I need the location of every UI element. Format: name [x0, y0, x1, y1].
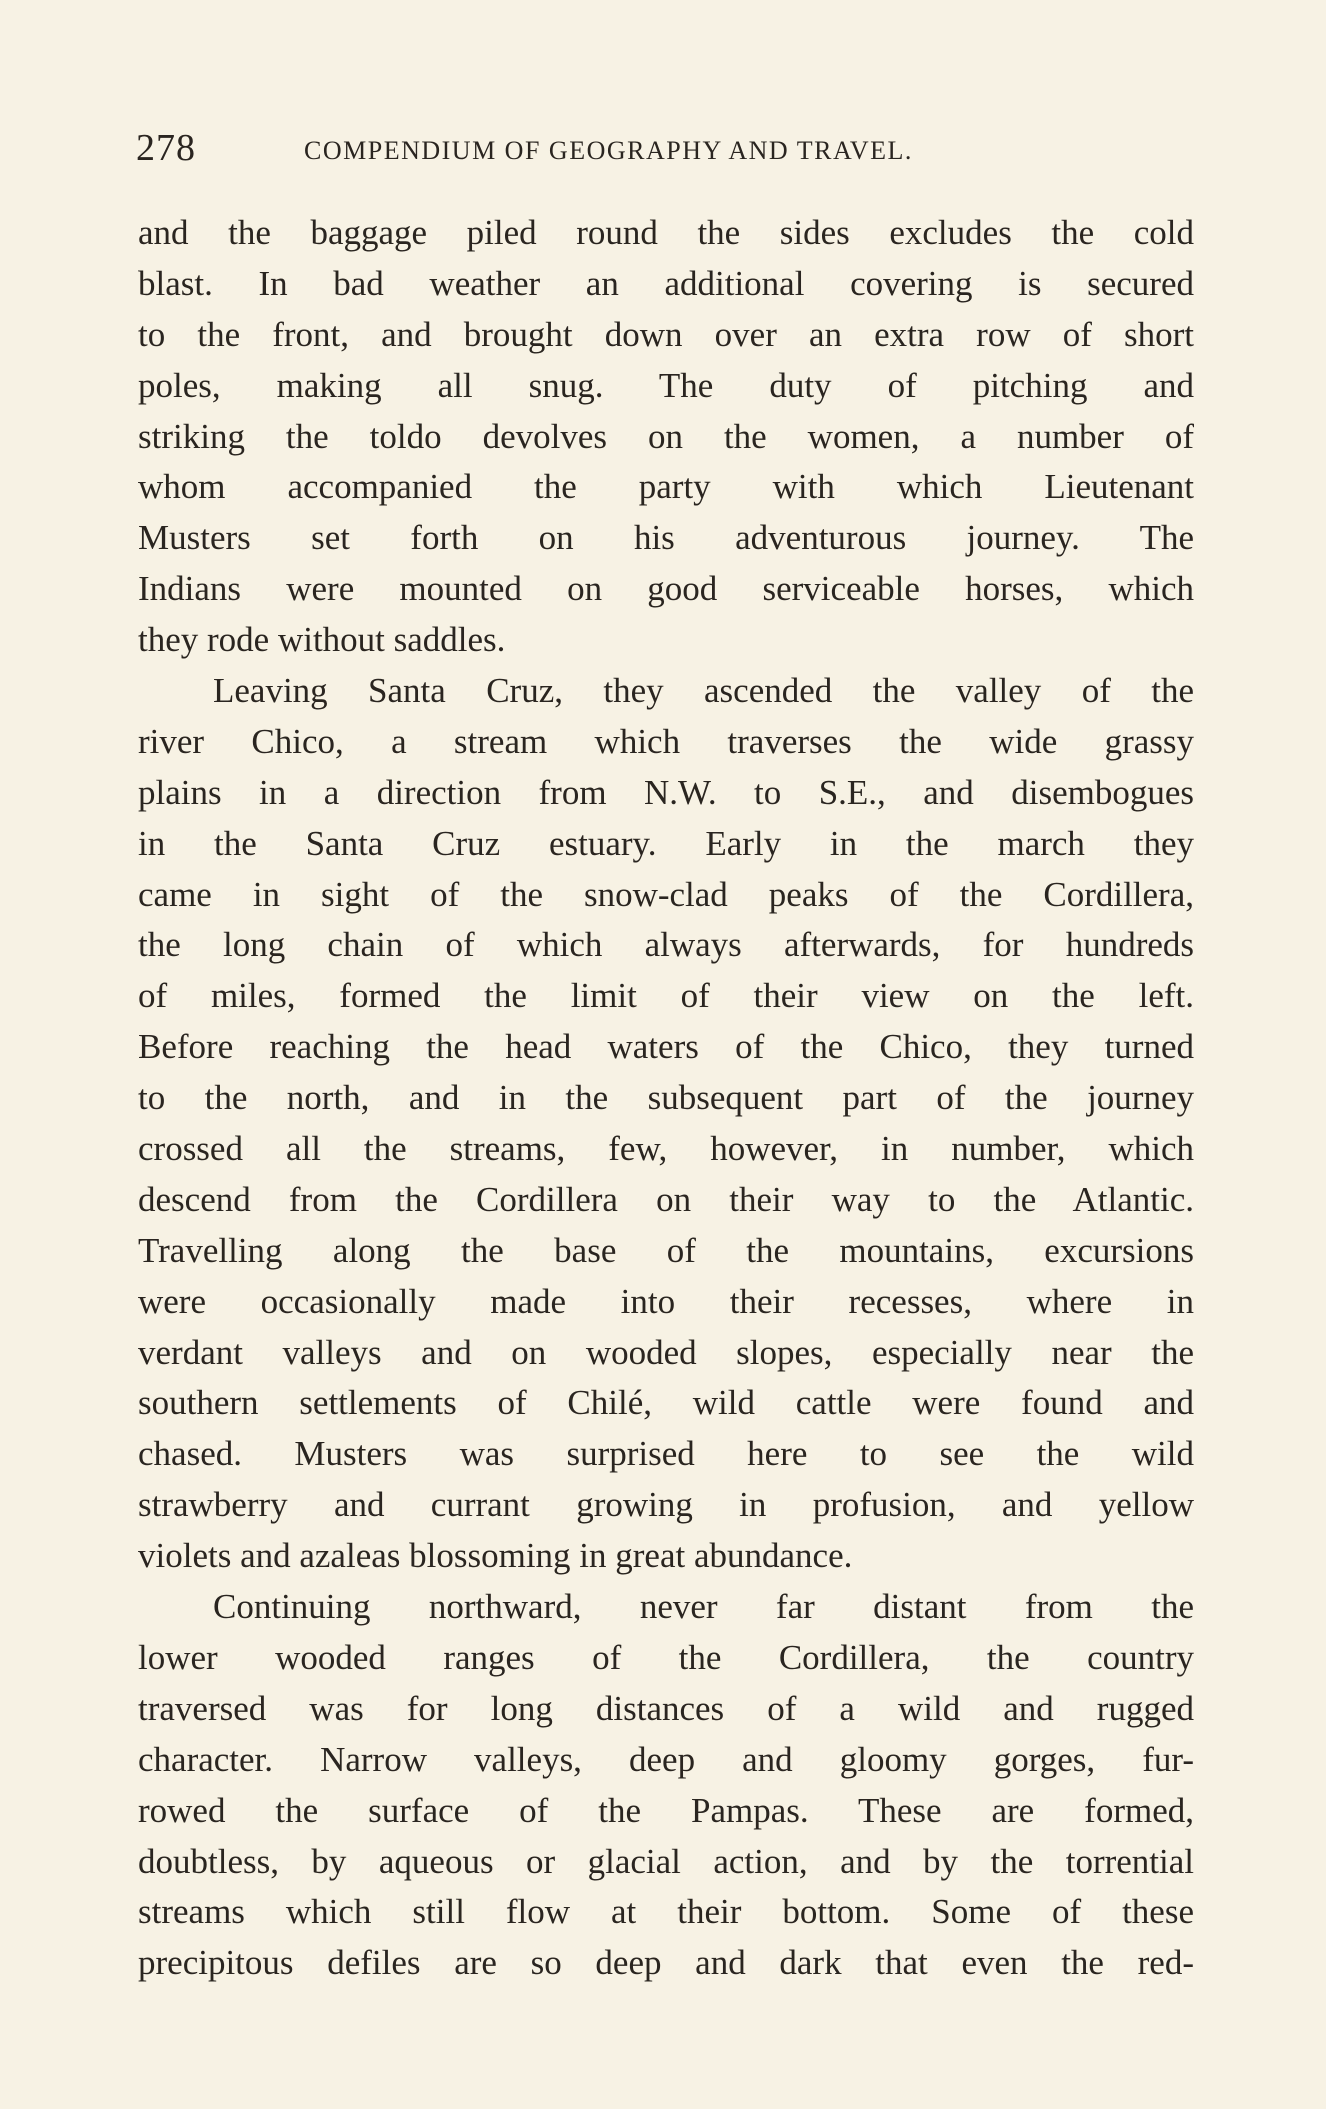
text-line: verdant valleys and on wooded slopes, especially near the	[138, 1332, 1194, 1372]
text-line: rowed the surface of the Pampas. These are formed,	[138, 1790, 1194, 1830]
text-line: blast. In bad weather an additional covering is secured	[138, 263, 1194, 303]
text-line: poles, making all snug. The duty of pitching and	[138, 365, 1194, 405]
text-line: character. Narrow valleys, deep and gloomy gorges, fur-	[138, 1739, 1194, 1779]
text-line: Indians were mounted on good serviceable horses, which	[138, 569, 1194, 609]
text-line: of miles, formed the limit of their view on the left.	[138, 976, 1194, 1016]
running-title: COMPENDIUM OF GEOGRAPHY AND TRAVEL.	[304, 136, 913, 165]
text-line: strawberry and currant growing in profusion, and yellow	[138, 1485, 1194, 1525]
text-line: streams which still flow at their bottom. Some of these	[138, 1892, 1194, 1932]
text-line: were occasionally made into their recesses, where in	[138, 1281, 1194, 1321]
text-line: descend from the Cordillera on their way to the Atlantic.	[138, 1179, 1194, 1219]
page-number: 278	[136, 127, 196, 169]
text-line: in the Santa Cruz estuary. Early in the march they	[138, 823, 1194, 863]
text-line: chased. Musters was surprised here to see the wild	[138, 1434, 1194, 1474]
text-line: lower wooded ranges of the Cordillera, the country	[138, 1637, 1194, 1677]
text-line: to the north, and in the subsequent part of the journey	[138, 1078, 1194, 1118]
running-head	[136, 126, 1196, 176]
text-line: came in sight of the snow-clad peaks of the Cordillera,	[138, 874, 1194, 914]
text-line: whom accompanied the party with which Lieutenant	[138, 467, 1194, 507]
paragraph-start-line: Leaving Santa Cruz, they ascended the valley of the	[213, 671, 1194, 711]
text-line: doubtless, by aqueous or glacial action, and by the torrential	[138, 1841, 1194, 1881]
text-line: precipitous defiles are so deep and dark that even the red-	[138, 1943, 1194, 1983]
text-line: and the baggage piled round the sides excludes the cold	[138, 213, 1194, 252]
text-line: plains in a direction from N.W. to S.E., and disembogues	[138, 772, 1194, 812]
text-line: crossed all the streams, few, however, in number, which	[138, 1129, 1194, 1169]
text-line: they rode without saddles.	[138, 620, 506, 660]
text-line: river Chico, a stream which traverses the wide grassy	[138, 721, 1194, 761]
text-line: Before reaching the head waters of the Chico, they turned	[138, 1027, 1194, 1067]
text-line: Travelling along the base of the mountains, excursions	[138, 1230, 1194, 1270]
text-line: southern settlements of Chilé, wild cattle were found and	[138, 1383, 1194, 1423]
text-line: Musters set forth on his adventurous journey. The	[138, 518, 1194, 558]
text-line: traversed was for long distances of a wild and rugged	[138, 1688, 1194, 1728]
text-line: to the front, and brought down over an extra row of short	[138, 314, 1194, 354]
paragraph-start-line: Continuing northward, never far distant from the	[213, 1587, 1194, 1627]
body-text	[138, 208, 1194, 1989]
text-line: the long chain of which always afterwards, for hundreds	[138, 925, 1194, 965]
text-line: violets and azaleas blossoming in great abundance.	[138, 1536, 853, 1576]
text-line: striking the toldo devolves on the women, a number of	[138, 416, 1194, 456]
